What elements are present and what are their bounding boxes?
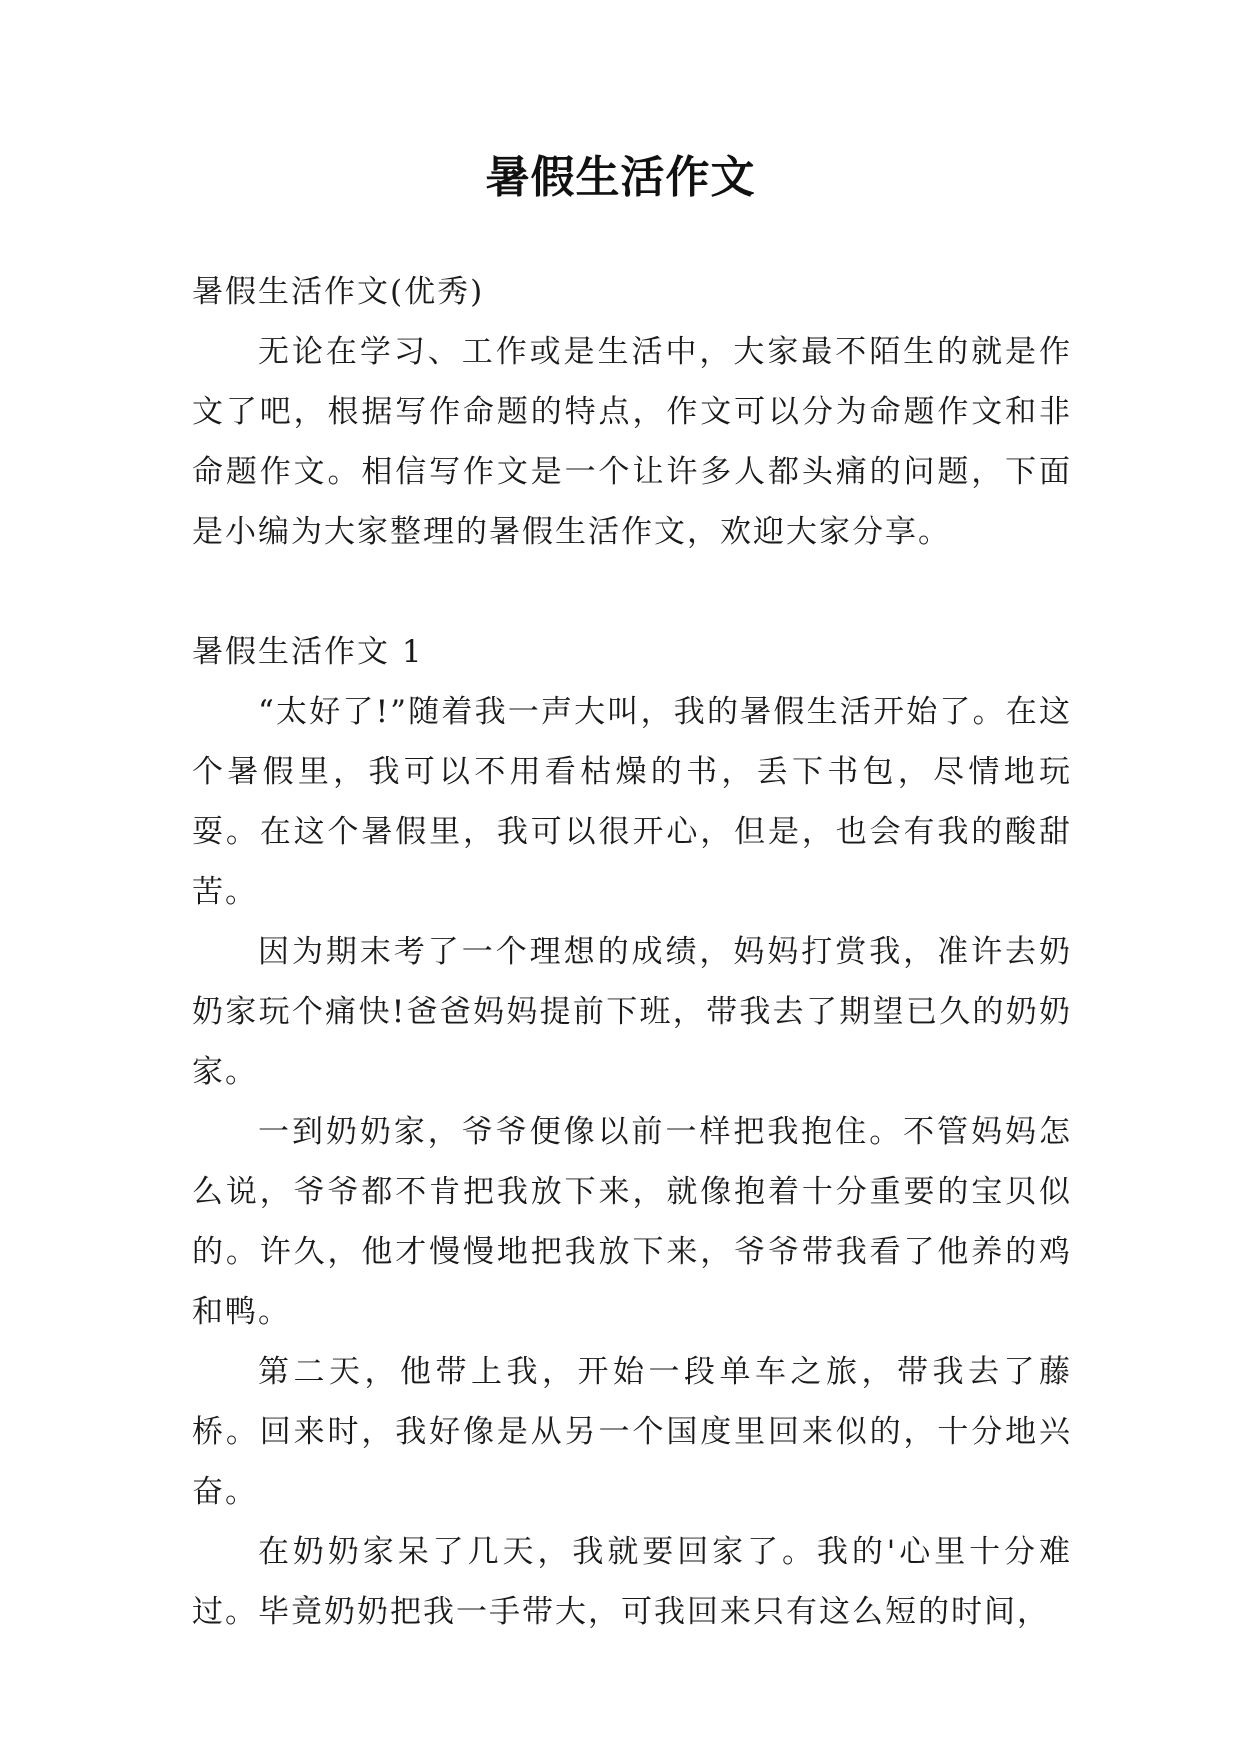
- document-subtitle: 暑假生活作文(优秀): [192, 274, 485, 310]
- body-paragraph: “太好了!”随着我一声大叫，我的暑假生活开始了。在这个暑假里，我可以不用看枯燥的书，丢下书包，尽情地玩耍。在这个暑假里，我可以很开心，但是，也会有我的酸甜苦。: [192, 694, 1072, 910]
- body-paragraph: 因为期末考了一个理想的成绩，妈妈打赏我，准许去奶奶家玩个痛快!爸爸妈妈提前下班，带我去了期望已久的奶奶家。: [192, 934, 1072, 1090]
- section-spacer: [192, 562, 1072, 622]
- section-heading: 暑假生活作文 1: [192, 634, 424, 670]
- document-title: 暑假生活作文: [485, 152, 756, 203]
- body-paragraph: 第二天，他带上我，开始一段单车之旅，带我去了藤桥。回来时，我好像是从另一个国度里回来似的，十分地兴奋。: [192, 1354, 1072, 1510]
- body-paragraph: 一到奶奶家，爷爷便像以前一样把我抱住。不管妈妈怎么说，爷爷都不肯把我放下来，就像抱着十分重要的宝贝似的。许久，他才慢慢地把我放下来，爷爷带我看了他养的鸡和鸭。: [192, 1114, 1072, 1330]
- body-paragraph: 在奶奶家呆了几天，我就要回家了。我的'心里十分难过。毕竟奶奶把我一手带大，可我回来只有这么短的时间，: [192, 1534, 1072, 1630]
- intro-paragraph: 无论在学习、工作或是生活中，大家最不陌生的就是作文了吧，根据写作命题的特点，作文可以分为命题作文和非命题作文。相信写作文是一个让许多人都头痛的问题，下面是小编为大家整理的暑假生活作文，欢迎大家分享。: [192, 334, 1072, 550]
- document-body: [192, 262, 1072, 1642]
